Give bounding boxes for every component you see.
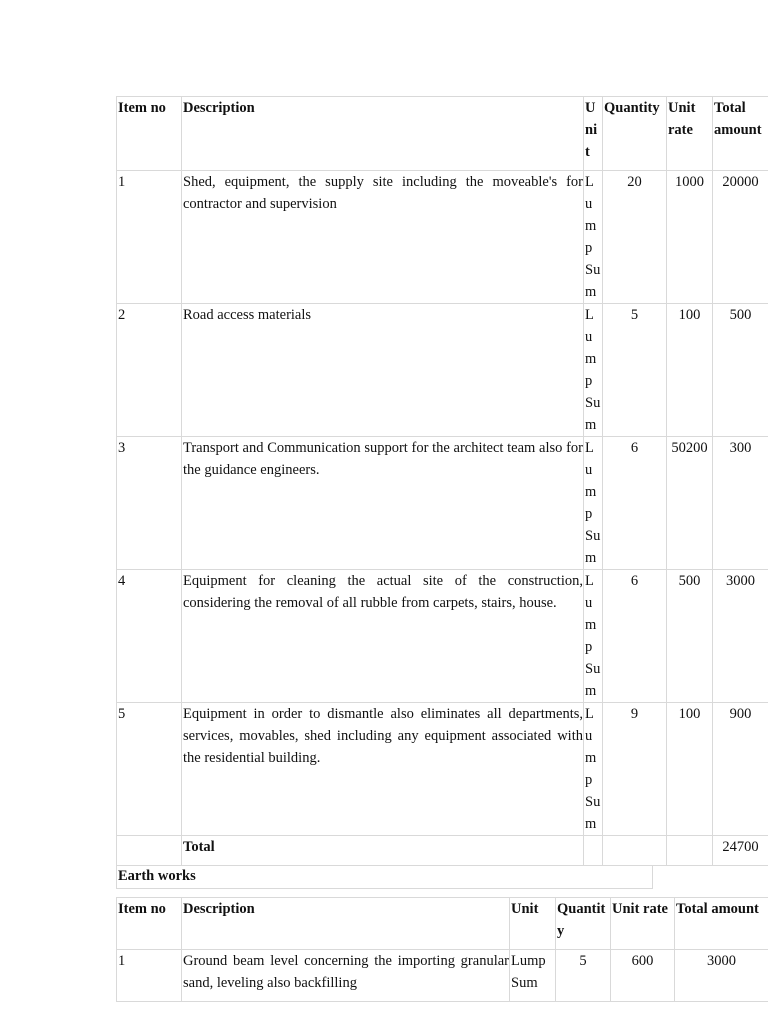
- item-number: 1: [117, 950, 182, 1002]
- item-total: 500: [713, 304, 768, 437]
- item-quantity: 5: [603, 304, 667, 437]
- item-total: 300: [713, 437, 768, 570]
- header-unit-rate: Unit rate: [611, 898, 675, 950]
- item-description: Ground beam level concerning the importing granular sand, leveling also backfilling: [182, 950, 510, 1002]
- item-total: 900: [713, 703, 768, 836]
- table-total-row: [117, 836, 768, 866]
- header-unit: Unit: [510, 898, 556, 950]
- item-unit: Lump Sum: [584, 703, 603, 836]
- item-quantity: 5: [556, 950, 611, 1002]
- header-item-no: Item no: [117, 97, 182, 171]
- document-page: [116, 96, 768, 1002]
- header-total-amount: Total amount: [713, 97, 768, 171]
- item-total: 3000: [713, 570, 768, 703]
- item-unit: Lump Sum: [584, 304, 603, 437]
- item-unit: Lump Sum: [584, 437, 603, 570]
- item-quantity: 6: [603, 570, 667, 703]
- item-unit-rate: 1000: [667, 171, 713, 304]
- item-unit-rate: 50200: [667, 437, 713, 570]
- item-total: 20000: [713, 171, 768, 304]
- table-row: [117, 171, 768, 304]
- item-quantity: 9: [603, 703, 667, 836]
- item-unit: Lump Sum: [584, 570, 603, 703]
- item-unit-rate: 100: [667, 703, 713, 836]
- table-header-row: [117, 898, 768, 950]
- item-unit-rate: 600: [611, 950, 675, 1002]
- item-number: 5: [117, 703, 182, 836]
- table-row: [117, 437, 768, 570]
- header-quantity: Quantity: [556, 898, 611, 950]
- total-label: Total: [182, 836, 584, 866]
- cost-table-earth-works: [116, 897, 768, 1002]
- item-number: 3: [117, 437, 182, 570]
- item-number: 1: [117, 171, 182, 304]
- item-description: Equipment for cleaning the actual site of the construction, considering the removal of all rubble from carpets, stairs, house.: [182, 570, 584, 703]
- table-row: [117, 304, 768, 437]
- item-total: 3000: [675, 950, 768, 1002]
- item-quantity: 6: [603, 437, 667, 570]
- header-description: Description: [182, 898, 510, 950]
- header-unit: Unit: [584, 97, 603, 171]
- item-unit-rate: 500: [667, 570, 713, 703]
- section-title: Earth works: [116, 866, 653, 889]
- header-quantity: Quantity: [603, 97, 667, 171]
- item-unit: Lump Sum: [584, 171, 603, 304]
- cost-table-general: [116, 96, 768, 866]
- total-value: 24700: [713, 836, 768, 866]
- item-unit: Lump Sum: [510, 950, 556, 1002]
- item-description: Road access materials: [182, 304, 584, 437]
- header-item-no: Item no: [117, 898, 182, 950]
- item-description: Transport and Communication support for the architect team also for the guidance engineers.: [182, 437, 584, 570]
- item-quantity: 20: [603, 171, 667, 304]
- header-total-amount: Total amount: [675, 898, 768, 950]
- item-description: Equipment in order to dismantle also eliminates all departments, services, movables, shed including any equipment associated with the residential building.: [182, 703, 584, 836]
- item-number: 2: [117, 304, 182, 437]
- table-row: [117, 950, 768, 1002]
- table-row: [117, 570, 768, 703]
- header-unit-rate: Unit rate: [667, 97, 713, 171]
- table-row: [117, 703, 768, 836]
- item-unit-rate: 100: [667, 304, 713, 437]
- header-description: Description: [182, 97, 584, 171]
- table-header-row: [117, 97, 768, 171]
- item-description: Shed, equipment, the supply site including the moveable's for contractor and supervision: [182, 171, 584, 304]
- item-number: 4: [117, 570, 182, 703]
